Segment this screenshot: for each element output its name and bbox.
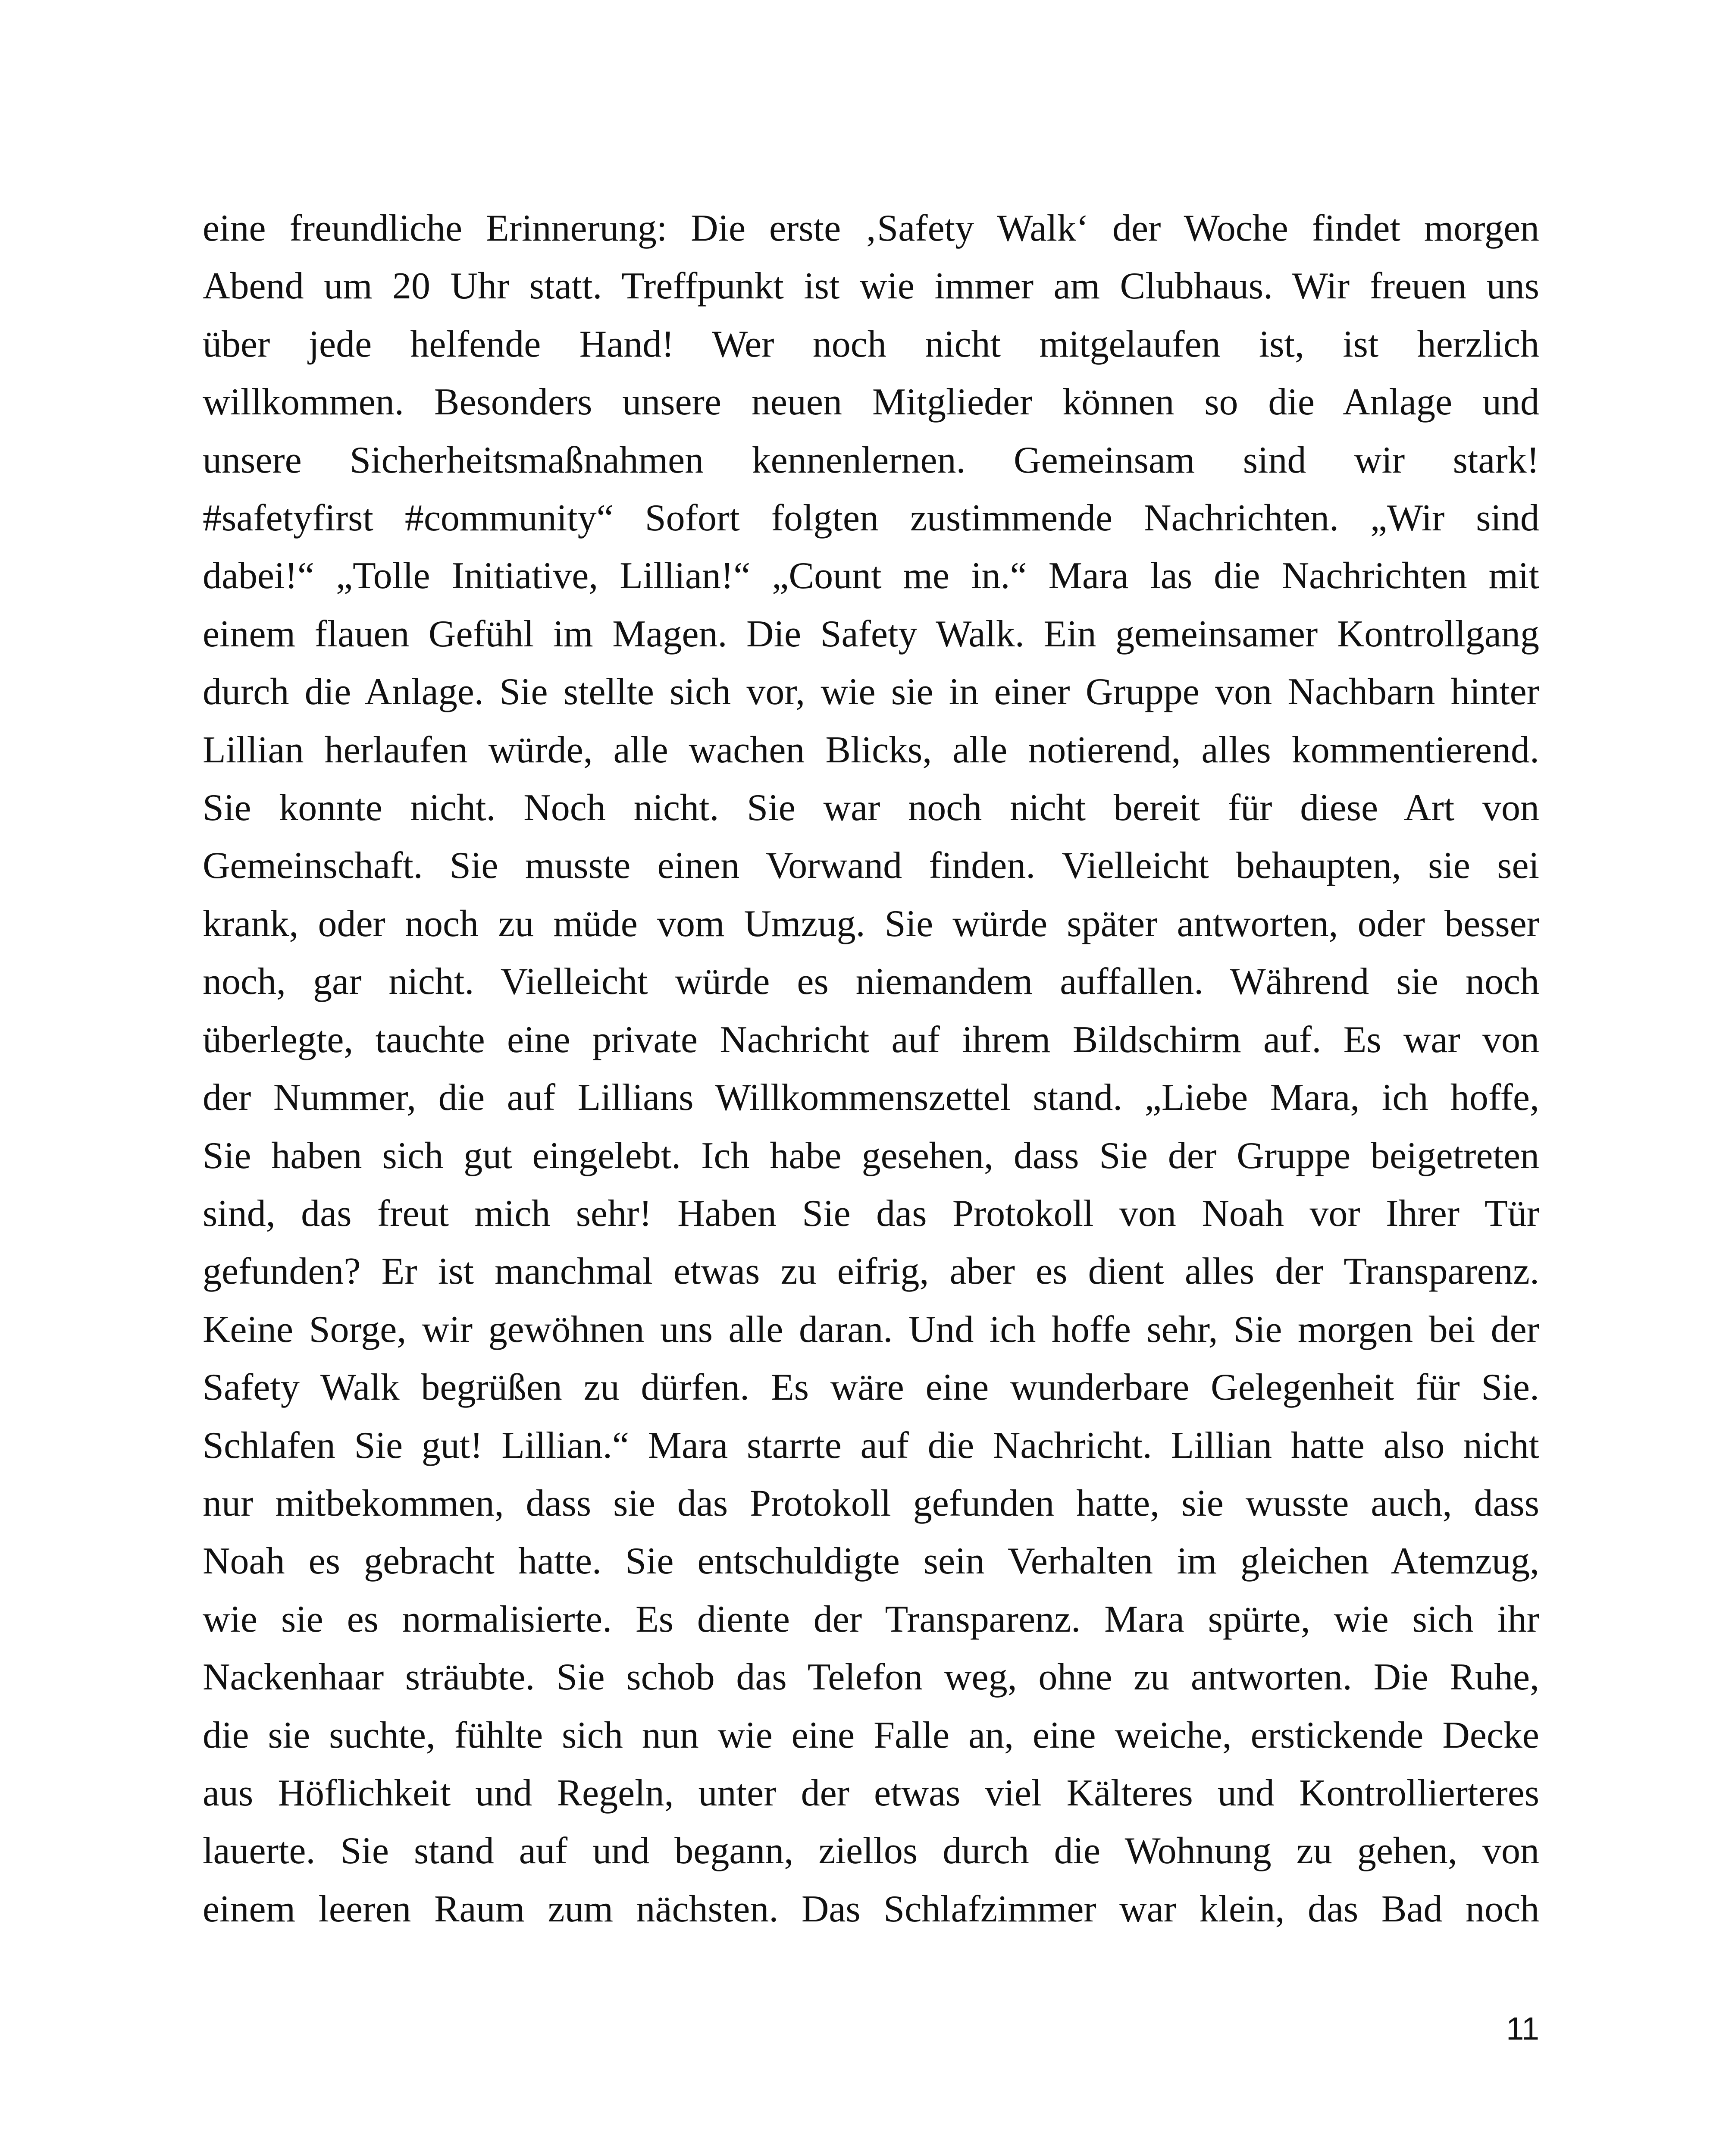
text-line: lauerte. Sie stand auf und begann, ziellos durch die Wohnung zu gehen, von (203, 1830, 1539, 1872)
text-line: Nackenhaar sträubte. Sie schob das Telefon weg, ohne zu antworten. Die Ruhe, (203, 1656, 1539, 1698)
text-line: der Nummer, die auf Lillians Willkommenszettel stand. „Liebe Mara, ich hoffe, (203, 1077, 1539, 1119)
text-line: Keine Sorge, wir gewöhnen uns alle daran. Und ich hoffe sehr, Sie morgen bei der (203, 1308, 1539, 1351)
text-line: dabei!“ „Tolle Initiative, Lillian!“ „Count me in.“ Mara las die Nachrichten mit (203, 555, 1539, 597)
text-line: nur mitbekommen, dass sie das Protokoll gefunden hatte, sie wusste auch, dass (203, 1482, 1539, 1524)
text-line: Abend um 20 Uhr statt. Treffpunkt ist wie immer am Clubhaus. Wir freuen uns (203, 265, 1539, 307)
text-line: Safety Walk begrüßen zu dürfen. Es wäre eine wunderbare Gelegenheit für Sie. (203, 1366, 1539, 1409)
text-line: Sie konnte nicht. Noch nicht. Sie war noch nicht bereit für diese Art von (203, 787, 1539, 829)
text-line: Lillian herlaufen würde, alle wachen Blicks, alle notierend, alles kommentierend. (203, 729, 1539, 771)
text-line: Gemeinschaft. Sie musste einen Vorwand finden. Vielleicht behaupten, sie sei (203, 845, 1539, 887)
text-line: Schlafen Sie gut! Lillian.“ Mara starrte auf die Nachricht. Lillian hatte also nicht (203, 1424, 1539, 1467)
text-line: willkommen. Besonders unsere neuen Mitglieder können so die Anlage und (203, 381, 1539, 423)
text-line: unsere Sicherheitsmaßnahmen kennenlernen. Gemeinsam sind wir stark! (203, 439, 1539, 481)
text-line: krank, oder noch zu müde vom Umzug. Sie würde später antworten, oder besser (203, 903, 1539, 945)
text-line: einem leeren Raum zum nächsten. Das Schlafzimmer war klein, das Bad noch (203, 1888, 1539, 1930)
text-line: einem flauen Gefühl im Magen. Die Safety Walk. Ein gemeinsamer Kontrollgang (203, 613, 1539, 655)
text-line: #safetyfirst #community“ Sofort folgten zustimmende Nachrichten. „Wir sind (203, 497, 1539, 539)
body-text (203, 200, 1539, 1938)
text-line: sind, das freut mich sehr! Haben Sie das Protokoll von Noah vor Ihrer Tür (203, 1192, 1539, 1235)
text-line: noch, gar nicht. Vielleicht würde es niemandem auffallen. Während sie noch (203, 961, 1539, 1003)
text-line: über jede helfende Hand! Wer noch nicht mitgelaufen ist, ist herzlich (203, 323, 1539, 365)
text-line: aus Höflichkeit und Regeln, unter der etwas viel Kälteres und Kontrollierteres (203, 1772, 1539, 1814)
page-number: 11 (1506, 2011, 1539, 2046)
text-line: Noah es gebracht hatte. Sie entschuldigte sein Verhalten im gleichen Atemzug, (203, 1540, 1539, 1583)
text-line: die sie suchte, fühlte sich nun wie eine Falle an, eine weiche, erstickende Decke (203, 1714, 1539, 1756)
text-line: Sie haben sich gut eingelebt. Ich habe gesehen, dass Sie der Gruppe beigetreten (203, 1134, 1539, 1177)
text-line: gefunden? Er ist manchmal etwas zu eifrig, aber es dient alles der Transparenz. (203, 1250, 1539, 1293)
text-line: wie sie es normalisierte. Es diente der Transparenz. Mara spürte, wie sich ihr (203, 1598, 1539, 1640)
text-line: durch die Anlage. Sie stellte sich vor, wie sie in einer Gruppe von Nachbarn hinter (203, 671, 1539, 713)
text-line: überlegte, tauchte eine private Nachricht auf ihrem Bildschirm auf. Es war von (203, 1018, 1539, 1061)
text-line: eine freundliche Erinnerung: Die erste ‚Safety Walk‘ der Woche findet morgen (203, 207, 1539, 249)
